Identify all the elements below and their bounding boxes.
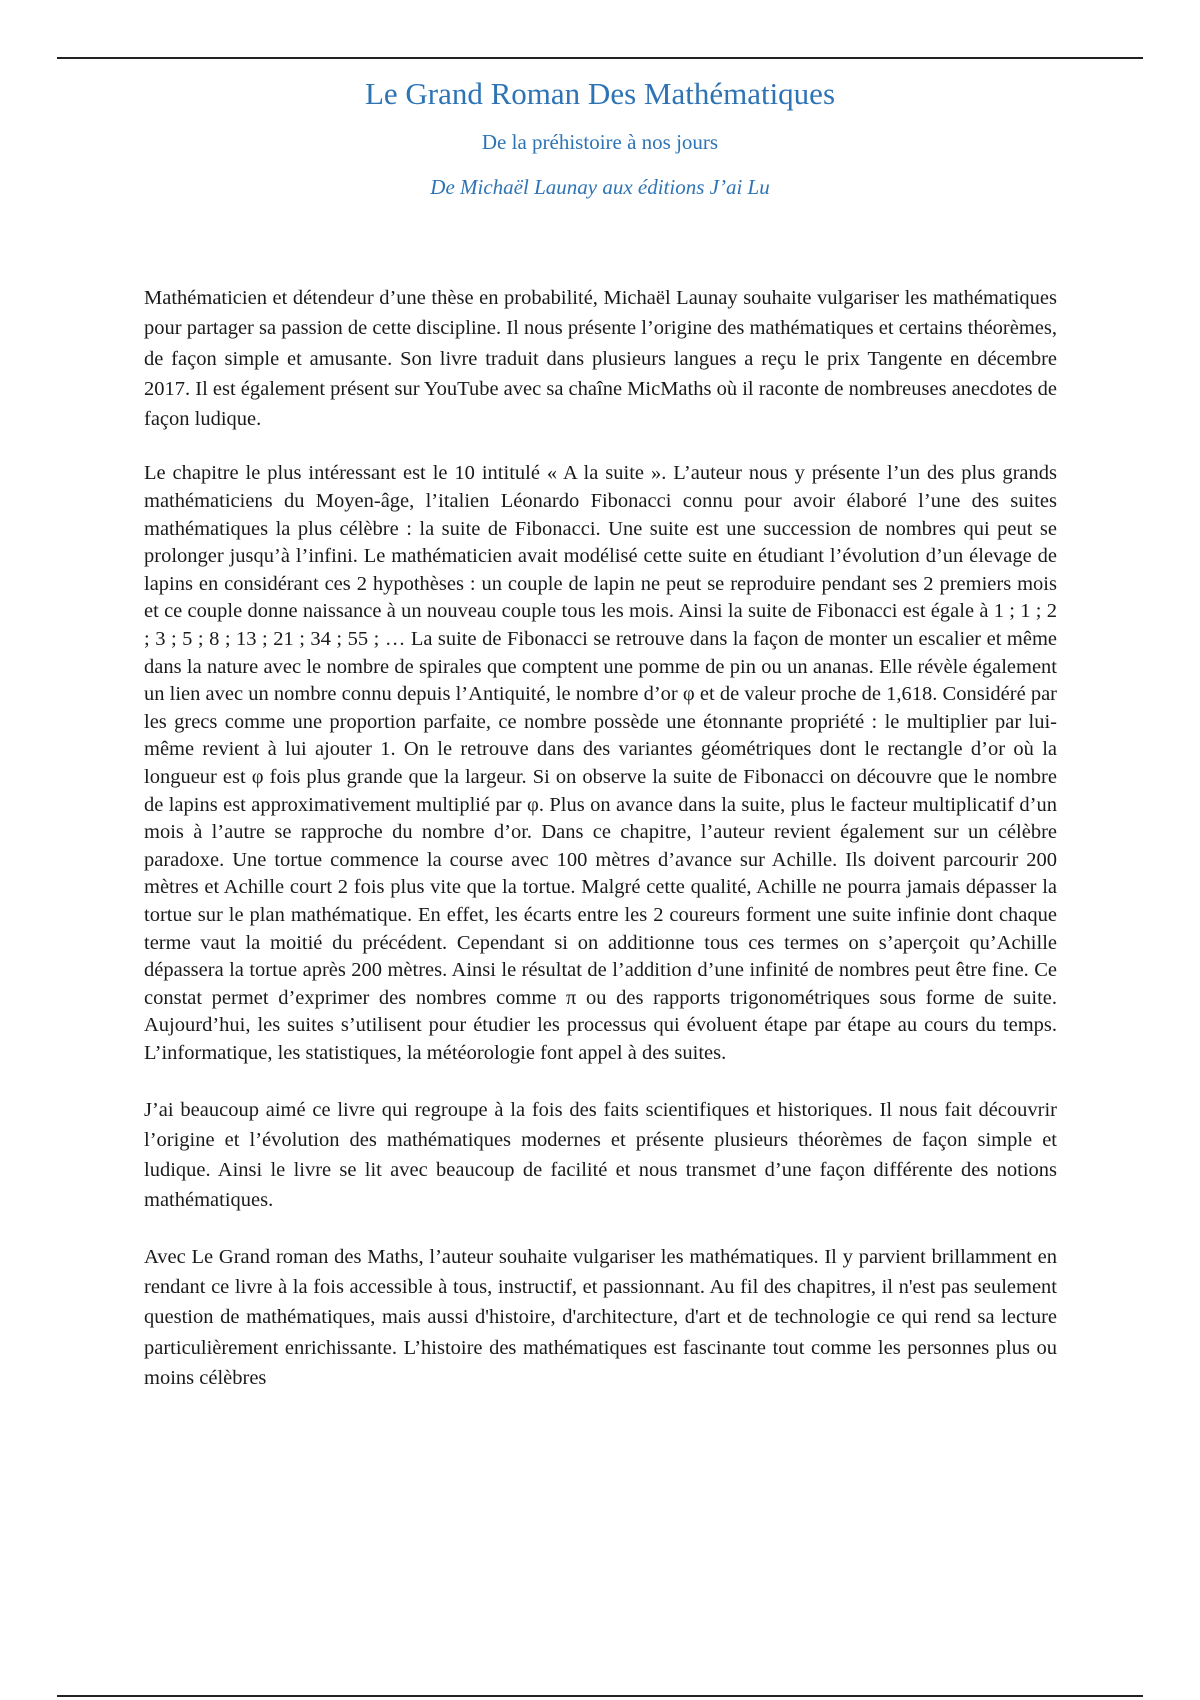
document-body xyxy=(144,283,1057,1393)
document-byline: De Michaël Launay aux éditions J’ai Lu xyxy=(430,175,770,199)
document-subtitle: De la préhistoire à nos jours xyxy=(481,130,719,154)
document-title: Le Grand Roman Des Mathématiques xyxy=(364,76,836,111)
paragraph-conclusion: Avec Le Grand roman des Maths, l’auteur souhaite vulgariser les mathématiques. Il y parvient brillamment en rendant ce livre à la fois accessible à tous, instructif, et passionnant. Au fil des chapitres, il n'est pas seulement question de mathématiques, mais aussi d'histoire, d'architecture, d'art et de technologie ce qui rend sa lecture particulièrement enrichissante. L’histoire des mathématiques est fascinante tout comme les personnes plus ou moins célèbres xyxy=(144,1245,1057,1389)
bottom-rule xyxy=(57,1695,1143,1697)
top-rule xyxy=(57,57,1143,59)
document-header xyxy=(0,70,1200,208)
paragraph-chapter-10: Le chapitre le plus intéressant est le 10 intitulé « A la suite ». L’auteur nous y présente l’un des plus grands mathématiciens du Moyen-âge, l’italien Léonardo Fibonacci connu pour avoir élaboré l’une des suites mathématiques la plus célèbre : la suite de Fibonacci. Une suite est une succession de nombres qui peut se prolonger jusqu’à l’infini. Le mathématicien avait modélisé cette suite en étudiant l’évolution d’un élevage de lapins en considérant ces 2 hypothèses : un couple de lapin ne peut se reproduire pendant ses 2 premiers mois et ce couple donne naissance à un nouveau couple tous les mois. Ainsi la suite de Fibonacci est égale à 1 ; 1 ; 2 ; 3 ; 5 ; 8 ; 13 ; 21 ; 34 ; 55 ; … La suite de Fibonacci se retrouve dans la façon de monter un escalier et même dans la nature avec le nombre de spirales que comptent une pomme de pin ou un ananas. Elle révèle également un lien avec un nombre connu depuis l’Antiquité, le nombre d’or φ et de valeur proche de 1,618. Considéré par les grecs comme une proportion parfaite, ce nombre possède une étonnante propriété : le multiplier par lui-même revient à lui ajouter 1. On le retrouve dans des variantes géométriques dont le rectangle d’or où la longueur est φ fois plus grande que la largeur. Si on observe la suite de Fibonacci on découvre que le nombre de lapins est approximativement multiplié par φ. Plus on avance dans la suite, plus le facteur multiplicatif d’un mois à l’autre se rapproche du nombre d’or. Dans ce chapitre, l’auteur revient également sur un célèbre paradoxe. Une tortue commence la course avec 100 mètres d’avance sur Achille. Ils doivent parcourir 200 mètres et Achille court 2 fois plus vite que la tortue. Malgré cette qualité, Achille ne pourra jamais dépasser la tortue sur le plan mathématique. En effet, les écarts entre les 2 coureurs forment une suite infinie dont chaque terme vaut la moitié du précédent. Cependant si on additionne tous ces termes on s’aperçoit qu’Achille dépassera la tortue après 200 mètres. Ainsi le résultat de l’addition d’une infinité de nombres peut être fine. Ce constat permet d’exprimer des nombres comme π ou des rapports trigonométriques sous forme de suite. Aujourd’hui, les suites s’utilisent pour étudier les processus qui évoluent étape par étape au cours du temps. L’informatique, les statistiques, la météorologie font appel à des suites. xyxy=(144,462,1057,1064)
paragraph-opinion: J’ai beaucoup aimé ce livre qui regroupe à la fois des faits scientifiques et historiques. Il nous fait découvrir l’origine et l’évolution des mathématiques modernes et présente plusieurs théorèmes de façon simple et ludique. Ainsi le livre se lit avec beaucoup de facilité et nous transmet d’une façon différente des notions mathématiques. xyxy=(144,1098,1057,1212)
paragraph-intro: Mathématicien et détendeur d’une thèse en probabilité, Michaël Launay souhaite vulgariser les mathématiques pour partager sa passion de cette discipline. Il nous présente l’origine des mathématiques et certains théorèmes, de façon simple et amusante. Son livre traduit dans plusieurs langues a reçu le prix Tangente en décembre 2017. Il est également présent sur YouTube avec sa chaîne MicMaths où il raconte de nombreuses anecdotes de façon ludique. xyxy=(144,287,1057,431)
